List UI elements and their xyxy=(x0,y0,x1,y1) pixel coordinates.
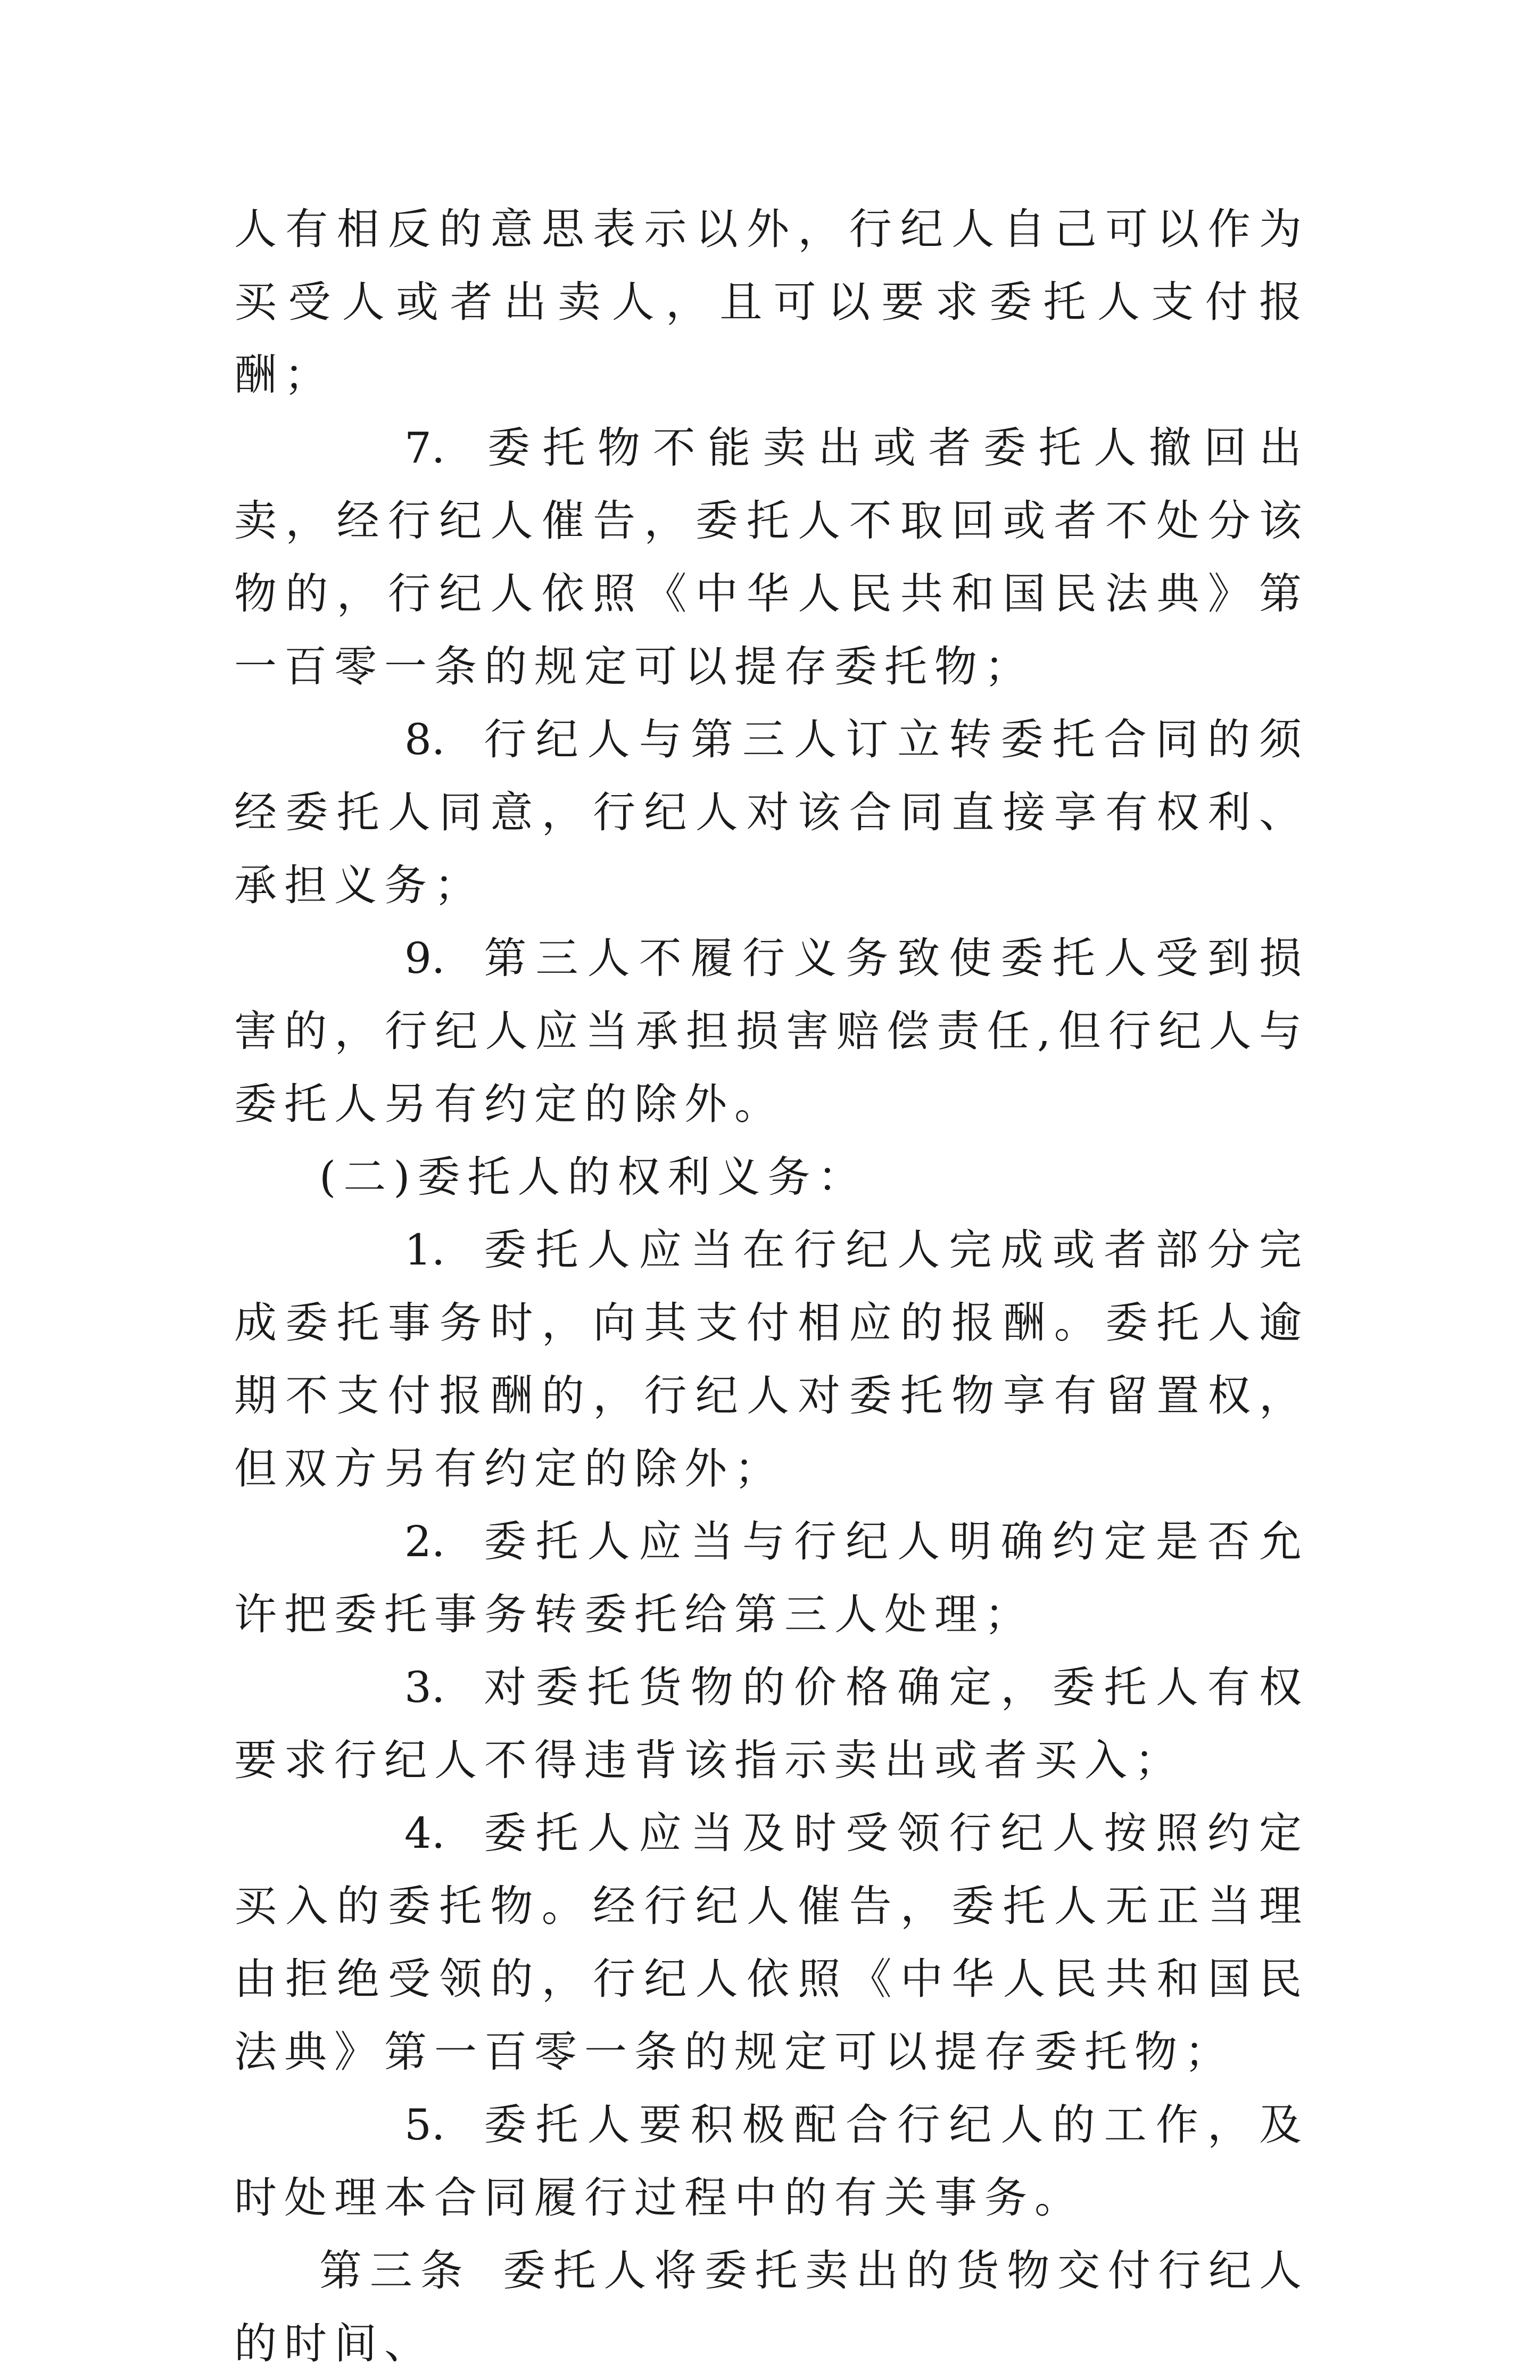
item-8 xyxy=(234,703,1309,922)
article-3 xyxy=(234,2234,1309,2380)
item-text: 委托人应当在行纪人完成或者部分完成委托事务时，向其支付相应的报酬。委托人逾期不支付报酬的，行纪人对委托物享有留置权，但双方另有约定的除外； xyxy=(234,1225,1309,1493)
item-text: 委托物不能卖出或者委托人撤回出卖，经行纪人催告，委托人不取回或者不处分该物的，行纪人依照《中华人民共和国民法典》第一百零一条的规定可以提存委托物； xyxy=(234,423,1309,691)
item-number: 4. xyxy=(404,1808,445,1858)
item-9 xyxy=(234,922,1309,1141)
article-label: 第三条 xyxy=(319,2246,471,2295)
item-number: 3. xyxy=(404,1663,445,1712)
item-7 xyxy=(234,411,1309,703)
document-body xyxy=(234,193,1309,2380)
client-item-4 xyxy=(234,1797,1309,2088)
item-text: 行纪人与第三人订立转委托合同的须经委托人同意，行纪人对该合同直接享有权利、承担义务； xyxy=(234,715,1309,910)
item-text: 委托人要积极配合行纪人的工作，及时处理本合同履行过程中的有关事务。 xyxy=(234,2100,1309,2222)
item-number: 8. xyxy=(404,715,445,764)
item-number: 7. xyxy=(404,423,445,473)
article-text: 委托人将委托卖出的货物交付行纪人的时间、 xyxy=(234,2246,1310,2368)
item-number: 5. xyxy=(404,2100,445,2150)
item-text: 第三人不履行义务致使委托人受到损害的，行纪人应当承担损害赔偿责任,但行纪人与委托人另有约定的除外。 xyxy=(234,933,1309,1129)
item-text: 委托人应当与行纪人明确约定是否允许把委托事务转委托给第三人处理； xyxy=(234,1517,1309,1639)
client-item-2 xyxy=(234,1505,1309,1651)
item-number: 9. xyxy=(404,933,445,983)
item-text: 委托人应当及时受领行纪人按照约定买入的委托物。经行纪人催告，委托人无正当理由拒绝受领的，行纪人依照《中华人民共和国民法典》第一百零一条的规定可以提存委托物； xyxy=(234,1808,1309,2077)
item-text: 对委托货物的价格确定，委托人有权要求行纪人不得违背该指示卖出或者买入； xyxy=(234,1663,1309,1785)
client-item-1 xyxy=(234,1213,1309,1505)
client-item-3 xyxy=(234,1651,1309,1797)
section-heading: (二)委托人的权利义务： xyxy=(319,1152,868,1202)
item-number: 2. xyxy=(404,1517,445,1566)
paragraph-continued: 人有相反的意思表示以外，行纪人自己可以作为买受人或者出卖人，且可以要求委托人支付报酬； xyxy=(234,204,1309,400)
client-item-5 xyxy=(234,2088,1309,2234)
item-number: 1. xyxy=(404,1225,445,1275)
